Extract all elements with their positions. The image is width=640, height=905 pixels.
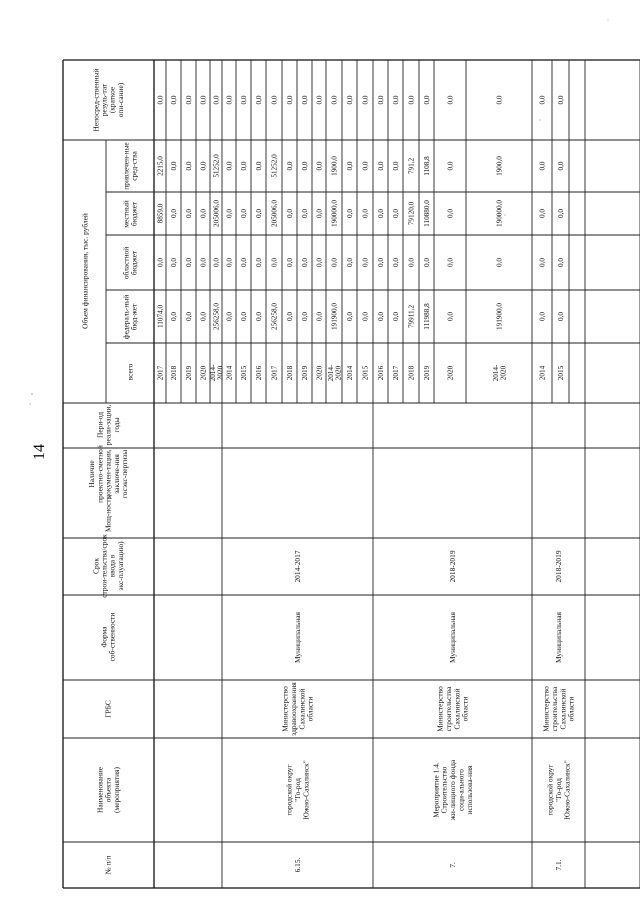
cell-local: 0,0 xyxy=(185,161,194,171)
cell-year: 2017 xyxy=(270,365,279,381)
cell-local: 0,0 xyxy=(392,161,401,171)
cell-total: 111988,8 xyxy=(423,303,432,330)
cell-year: 2018 xyxy=(407,365,416,381)
cell-total: 256258,0 xyxy=(212,303,221,330)
cell-attracted: 0,0 xyxy=(212,95,221,105)
table-text xyxy=(81,69,576,875)
cell-attracted: 0,0 xyxy=(199,95,208,105)
cell-federal: 0,0 xyxy=(377,258,386,267)
cell-total: 0,0 xyxy=(185,312,194,321)
cell-local: 2215,0 xyxy=(156,156,165,176)
cell-attracted: 0,0 xyxy=(446,95,455,105)
cell-local: 1108,8 xyxy=(423,156,432,176)
cell-total: 191900,0 xyxy=(330,303,339,330)
header-federal: федераль-ныйбюд-жет xyxy=(121,294,139,340)
cell-federal: 0,0 xyxy=(495,258,504,267)
cell-attracted: 0,0 xyxy=(557,95,566,105)
cell-year: 2019 xyxy=(301,365,310,381)
cell-regional: 79120,0 xyxy=(407,201,416,226)
cell-year: 2016 xyxy=(377,365,386,381)
cell-regional: 190000,0 xyxy=(330,200,339,227)
cell-local: 0,0 xyxy=(199,161,208,171)
header-local: местныйбюджет xyxy=(121,200,139,228)
cell-year: 2014 xyxy=(225,365,234,381)
cell-year: 2015 xyxy=(361,365,370,381)
header-volume-group: Объем финансирования, тыс. рублей xyxy=(80,213,90,329)
cell-total: 0,0 xyxy=(255,312,264,321)
group-num: 7. xyxy=(448,862,458,868)
cell-total: 0,0 xyxy=(225,312,234,321)
header-result: Непосред-ственныйрезуль-тат(краткоеопи-сание) xyxy=(91,68,125,132)
cell-total: 11074,0 xyxy=(156,304,165,329)
header-period: Пери-одреали-зации,годы xyxy=(95,404,121,446)
header-num: № п/п xyxy=(103,855,113,875)
cell-attracted: 0,0 xyxy=(315,95,324,105)
cell-local: 791,2 xyxy=(407,157,416,175)
cell-total: 0,0 xyxy=(361,312,370,321)
cell-total: 79911,2 xyxy=(407,304,416,329)
cell-federal: 0,0 xyxy=(170,258,179,267)
cell-regional: 0,0 xyxy=(557,209,566,218)
cell-regional: 0,0 xyxy=(346,209,355,218)
cell-attracted: 0,0 xyxy=(330,95,339,105)
cell-year: 2014-2020 xyxy=(326,364,343,382)
cell-year: 2020 xyxy=(199,365,208,381)
cell-local: 51252,0 xyxy=(270,154,279,178)
cell-local: 1900,0 xyxy=(495,156,504,176)
cell-attracted: 0,0 xyxy=(240,95,249,105)
cell-local: 0,0 xyxy=(315,161,324,171)
cell-attracted: 0,0 xyxy=(270,95,279,105)
cell-regional: 0,0 xyxy=(286,209,295,218)
cell-regional: 0,0 xyxy=(315,209,324,218)
cell-attracted: 0,0 xyxy=(407,95,416,105)
group-name: Мероприятие 1.4.Строительствожи-лищного фондасоци-альногоиспользова-ния xyxy=(431,759,474,821)
cell-federal: 0,0 xyxy=(538,258,547,267)
cell-local: 0,0 xyxy=(446,161,455,171)
cell-attracted: 0,0 xyxy=(346,95,355,105)
cell-federal: 0,0 xyxy=(270,258,279,267)
group-num: 7.1. xyxy=(554,859,564,871)
cell-federal: 0,0 xyxy=(240,258,249,267)
cell-total: 0,0 xyxy=(346,312,355,321)
cell-total: 191900,0 xyxy=(495,303,504,330)
cell-attracted: 0,0 xyxy=(377,95,386,105)
cell-year: 2015 xyxy=(557,365,566,381)
header-capacity: Мощ-ность xyxy=(103,496,113,532)
cell-attracted: 0,0 xyxy=(301,95,310,105)
cell-regional: 205006,0 xyxy=(212,200,221,227)
cell-year: 2014 xyxy=(346,365,355,381)
cell-total: 0,0 xyxy=(240,312,249,321)
cell-regional: 0,0 xyxy=(255,209,264,218)
group-grbs: МинистерствостроительстваСахалинскойобласти xyxy=(541,686,576,732)
cell-federal: 0,0 xyxy=(361,258,370,267)
group-name: городской округ"Го-родЮжно-Сахалинск" xyxy=(284,760,311,820)
cell-year: 2019 xyxy=(423,365,432,381)
cell-attracted: 0,0 xyxy=(225,95,234,105)
cell-total: 0,0 xyxy=(170,312,179,321)
cell-federal: 0,0 xyxy=(286,258,295,267)
cell-attracted: 0,0 xyxy=(538,95,547,105)
group-term: 2018-2019 xyxy=(554,550,564,583)
cell-attracted: 0,0 xyxy=(255,95,264,105)
cell-year: 2017 xyxy=(392,365,401,381)
cell-year: 2017 xyxy=(156,365,165,381)
cell-attracted: 0,0 xyxy=(156,95,165,105)
header-term: Срокстрои-тельства/срокввода вэкс-плуатацию) xyxy=(91,534,125,598)
cell-year: 2020 xyxy=(446,365,455,381)
cell-attracted: 0,0 xyxy=(286,95,295,105)
group-ownership: Муниципальная xyxy=(293,612,303,663)
cell-federal: 0,0 xyxy=(255,258,264,267)
cell-federal: 0,0 xyxy=(199,258,208,267)
cell-local: 0,0 xyxy=(361,161,370,171)
header-attracted: привлечен-ныесред-ства xyxy=(121,142,139,190)
header-ownership: Формасоб-ственности xyxy=(99,612,117,662)
cell-local: 1900,0 xyxy=(330,156,339,176)
cell-federal: 0,0 xyxy=(557,258,566,267)
cell-local: 0,0 xyxy=(170,161,179,171)
group-term: 2014-2017 xyxy=(293,550,303,583)
group-grbs: МинистерствоздравоохраненияСахалинскойобласти xyxy=(280,682,315,736)
cell-federal: 0,0 xyxy=(346,258,355,267)
cell-regional: 205006,0 xyxy=(270,200,279,227)
cell-year: 2014-2020 xyxy=(491,364,508,382)
cell-attracted: 0,0 xyxy=(495,95,504,105)
cell-total: 256258,0 xyxy=(270,303,279,330)
cell-local: 0,0 xyxy=(538,161,547,171)
header-total: всего xyxy=(125,363,135,381)
cell-regional: 8859,0 xyxy=(156,203,165,224)
header-grbs: ГРБС xyxy=(103,700,113,718)
page-number-text: 14 xyxy=(31,444,48,460)
cell-regional: 0,0 xyxy=(301,209,310,218)
cell-federal: 0,0 xyxy=(212,258,221,267)
header-regional: областнойбюджет xyxy=(121,246,139,280)
header-name: Наименованиеобъекта(мероприятия) xyxy=(95,766,121,814)
cell-total: 0,0 xyxy=(446,312,455,321)
cell-regional: 0,0 xyxy=(170,209,179,218)
cell-total: 0,0 xyxy=(557,312,566,321)
cell-attracted: 0,0 xyxy=(392,95,401,105)
cell-year: 2018 xyxy=(170,365,179,381)
cell-total: 0,0 xyxy=(286,312,295,321)
cell-local: 0,0 xyxy=(557,161,566,171)
cell-regional: 110880,0 xyxy=(423,200,432,227)
cell-local: 0,0 xyxy=(346,161,355,171)
cell-year: 2014 xyxy=(538,365,547,381)
cell-regional: 0,0 xyxy=(225,209,234,218)
cell-regional: 0,0 xyxy=(538,209,547,218)
cell-total: 0,0 xyxy=(315,312,324,321)
cell-federal: 0,0 xyxy=(225,258,234,267)
cell-local: 0,0 xyxy=(377,161,386,171)
cell-year: 2016 xyxy=(255,365,264,381)
cell-year: 2015 xyxy=(240,365,249,381)
cell-year: 2014-2020 xyxy=(208,364,225,382)
group-grbs: МинистерствостроительстваСахалинскойобласти xyxy=(435,686,470,732)
cell-regional: 0,0 xyxy=(446,209,455,218)
cell-federal: 0,0 xyxy=(330,258,339,267)
cell-regional: 0,0 xyxy=(240,209,249,218)
cell-local: 0,0 xyxy=(301,161,310,171)
cell-attracted: 0,0 xyxy=(170,95,179,105)
group-num: 6.15. xyxy=(293,857,303,873)
cell-local: 0,0 xyxy=(286,161,295,171)
cell-total: 0,0 xyxy=(392,312,401,321)
group-ownership: Муниципальная xyxy=(448,612,458,663)
group-name: городской округ"Го-родЮжно-Сахалинск" xyxy=(545,760,572,820)
cell-federal: 0,0 xyxy=(446,258,455,267)
cell-federal: 0,0 xyxy=(423,258,432,267)
cell-year: 2019 xyxy=(185,365,194,381)
table-grid xyxy=(63,60,640,888)
cell-total: 0,0 xyxy=(301,312,310,321)
group-term: 2018-2019 xyxy=(448,550,458,583)
cell-total: 0,0 xyxy=(538,312,547,321)
cell-attracted: 0,0 xyxy=(423,95,432,105)
cell-attracted: 0,0 xyxy=(185,95,194,105)
group-ownership: Муниципальная xyxy=(554,612,564,663)
cell-federal: 0,0 xyxy=(185,258,194,267)
cell-local: 0,0 xyxy=(255,161,264,171)
cell-regional: 0,0 xyxy=(361,209,370,218)
cell-total: 0,0 xyxy=(199,312,208,321)
cell-year: 2018 xyxy=(286,365,295,381)
cell-federal: 0,0 xyxy=(315,258,324,267)
cell-federal: 0,0 xyxy=(407,258,416,267)
cell-local: 0,0 xyxy=(240,161,249,171)
cell-attracted: 0,0 xyxy=(361,95,370,105)
cell-federal: 0,0 xyxy=(156,258,165,267)
cell-regional: 0,0 xyxy=(377,209,386,218)
cell-local: 51252,0 xyxy=(212,154,221,178)
cell-regional: 0,0 xyxy=(185,209,194,218)
cell-total: 0,0 xyxy=(377,312,386,321)
cell-regional: 0,0 xyxy=(199,209,208,218)
cell-regional: 190000,0 xyxy=(495,200,504,227)
header-docs: Наличиепроектно-сметнойдокумен-тации,заключе-ниягосэкс-пертизы xyxy=(87,445,129,503)
cell-year: 2020 xyxy=(315,365,324,381)
cell-federal: 0,0 xyxy=(392,258,401,267)
cell-local: 0,0 xyxy=(225,161,234,171)
cell-federal: 0,0 xyxy=(301,258,310,267)
cell-regional: 0,0 xyxy=(392,209,401,218)
